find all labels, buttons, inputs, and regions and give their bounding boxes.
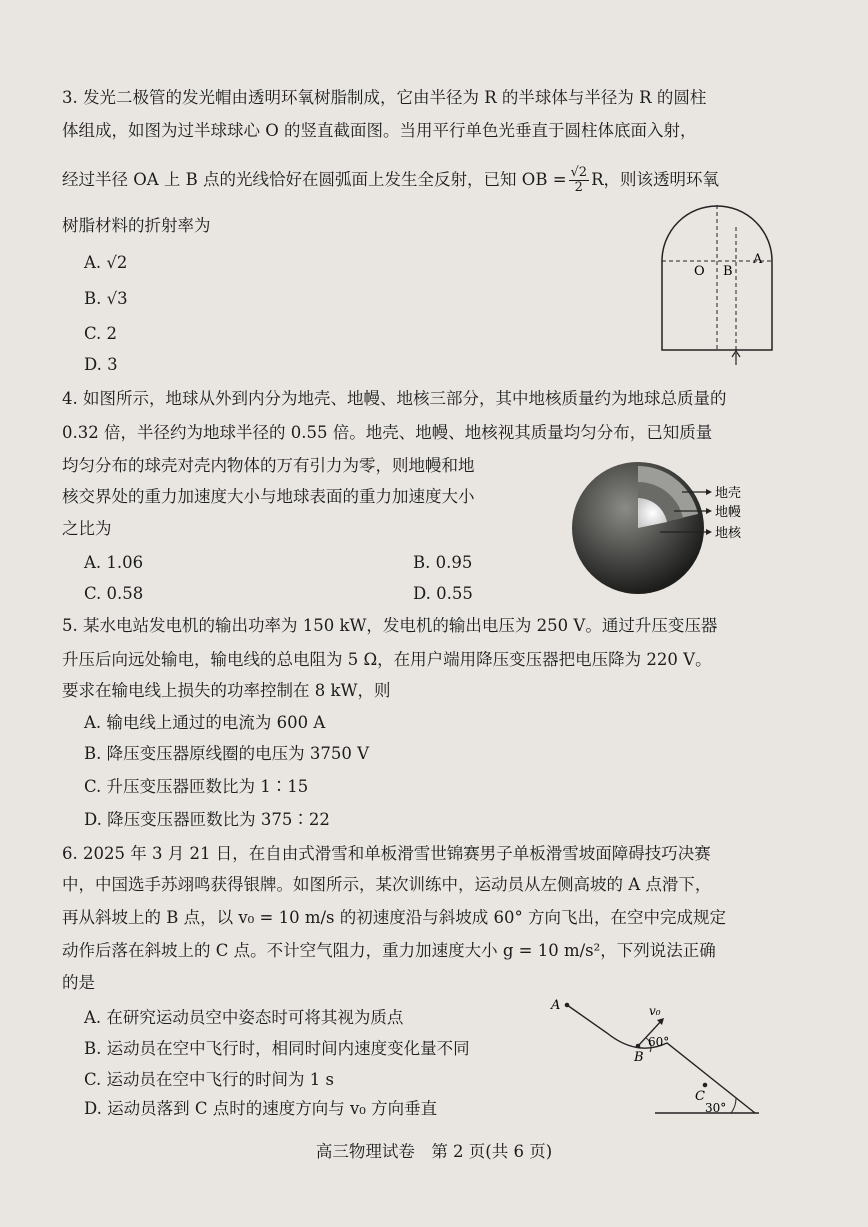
q4-option-b: B. 0.95 [413,553,473,572]
q4-line-4: 核交界处的重力加速度大小与地球表面的重力加速度大小 [62,487,475,506]
q3-label-o: O [694,264,705,279]
q6-label-a: A [551,998,561,1013]
q6-line-3: 再从斜坡上的 B 点，以 v₀ = 10 m/s 的初速度沿与斜坡成 60° 方向飞出，在空中完成规定 [62,908,727,927]
q6-line-1: 6. 2025 年 3 月 21 日，在自由式滑雪和单板滑雪世锦赛男子单板滑雪坡面障碍技巧决赛 [62,844,711,863]
label-crust: 地壳 [715,486,742,501]
q3-frac-num: √2 [570,165,588,180]
q6-option-c: C. 运动员在空中飞行的时间为 1 s [84,1070,334,1089]
q4-earth-figure [570,456,765,601]
q4-option-a: A. 1.06 [84,553,144,572]
q3-line-3a: 经过半径 OA 上 B 点的光线恰好在圆弧面上发生全反射，已知 OB = [62,170,567,189]
q6-label-v0: v₀ [649,1004,661,1018]
q3-figure [650,205,780,380]
q6-line-4: 动作后落在斜坡上的 C 点。不计空气阻力，重力加速度大小 g = 10 m/s²，下列说法正确 [62,941,716,960]
q6-label-b: B [634,1050,644,1065]
label-mantle: 地幔 [715,505,742,520]
q5-option-c: C. 升压变压器匝数比为 1∶15 [84,777,309,796]
q5-line-3: 要求在输电线上损失的功率控制在 8 kW，则 [62,681,391,700]
q6-slope-figure [545,995,770,1120]
q4-line-2: 0.32 倍，半径约为地球半径的 0.55 倍。地壳、地幔、地核视其质量均匀分布，已知质量 [62,423,713,442]
q6-option-b: B. 运动员在空中飞行时，相同时间内速度变化量不同 [84,1039,470,1058]
q4-line-1: 4. 如图所示，地球从外到内分为地壳、地幔、地核三部分，其中地核质量约为地球总质量的 [62,389,727,408]
q5-line-2: 升压后向远处输电，输电线的总电阻为 5 Ω，在用户端用降压变压器把电压降为 220 V。 [62,650,712,669]
q3-option-d: D. 3 [84,355,118,374]
q6-label-c: C [695,1089,705,1104]
q3-label-b: B [723,264,733,279]
q3-option-c: C. 2 [84,324,118,343]
q3-line-1: 3. 发光二极管的发光帽由透明环氧树脂制成，它由半径为 R 的半球体与半径为 R 的圆柱 [62,88,707,107]
q5-option-d: D. 降压变压器匝数比为 375∶22 [84,810,330,829]
q3-line-3 [62,166,719,195]
label-core: 地核 [715,526,742,541]
q3-option-a: A. √2 [84,253,128,272]
q4-option-c: C. 0.58 [84,584,144,603]
q5-option-a: A. 输电线上通过的电流为 600 A [84,713,326,732]
q6-label-30: 30° [705,1101,727,1115]
page-footer: 高三物理试卷 第 2 页(共 6 页) [315,1142,553,1161]
q3-line-2: 体组成，如图为过半球球心 O 的竖直截面图。当用平行单色光垂直于圆柱体底面入射， [62,121,697,140]
q3-fraction [569,166,590,195]
q6-option-d: D. 运动员落到 C 点时的速度方向与 v₀ 方向垂直 [84,1099,438,1118]
q4-option-d: D. 0.55 [413,584,473,603]
q6-line-2: 中，中国选手苏翊鸣获得银牌。如图所示，某次训练中，运动员从左侧高坡的 A 点滑下， [62,875,712,894]
q3-option-b: B. √3 [84,289,128,308]
q3-line-4: 树脂材料的折射率为 [62,216,211,235]
q6-label-60: 60° [648,1035,670,1049]
q4-line-3: 均匀分布的球壳对壳内物体的万有引力为零，则地幔和地 [62,456,475,475]
q6-option-a: A. 在研究运动员空中姿态时可将其视为质点 [84,1008,404,1027]
q3-label-a: A [753,252,763,267]
q5-line-1: 5. 某水电站发电机的输出功率为 150 kW，发电机的输出电压为 250 V。通过升压变压器 [62,616,718,635]
q5-option-b: B. 降压变压器原线圈的电压为 3750 V [84,744,370,763]
q4-line-5: 之比为 [62,519,112,538]
q3-line-3b: R，则该透明环氧 [591,170,720,189]
q6-line-5: 的是 [62,973,95,992]
q3-frac-den: 2 [574,180,583,195]
